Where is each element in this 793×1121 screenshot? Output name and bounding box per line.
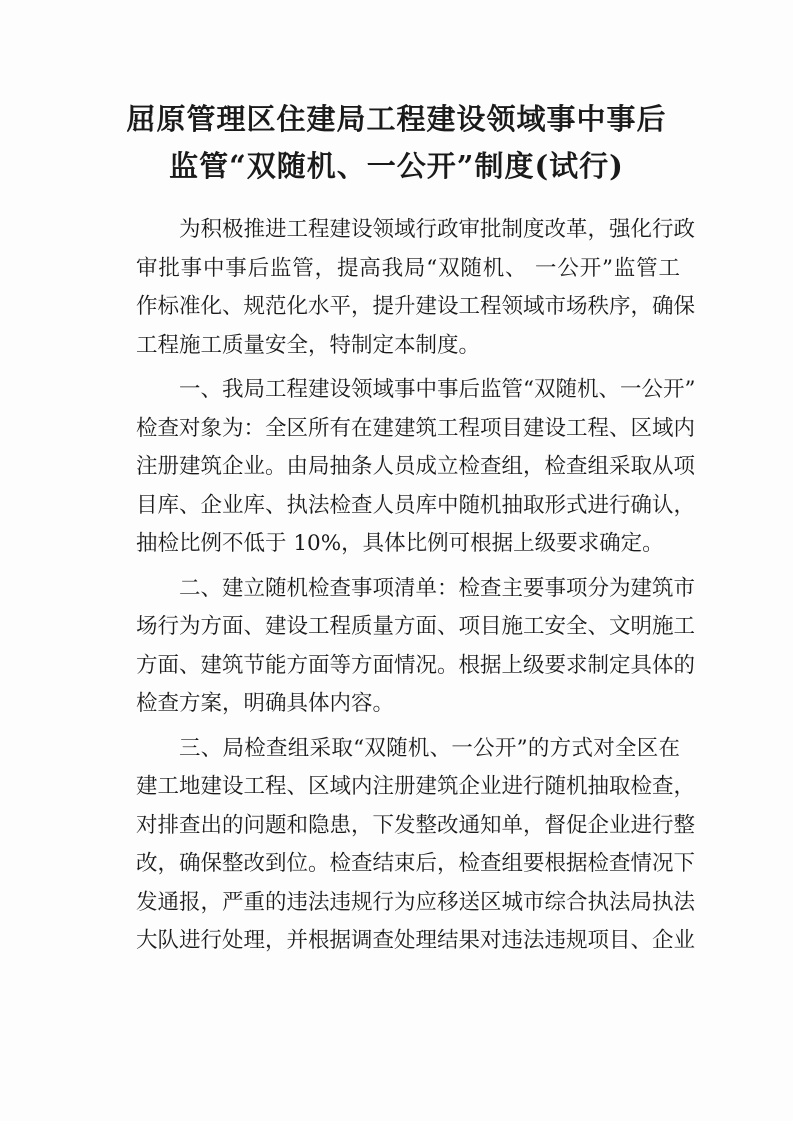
text-line: 注册建筑企业。由局抽条人员成立检查组，检查组采取从项 bbox=[136, 454, 696, 479]
text-line: 目库、企业库、执法检查人员库中随机抽取形式进行确认， bbox=[136, 492, 696, 518]
text-line: 一、我局工程建设领域事中事后监管“双随机、一公开” bbox=[179, 377, 696, 402]
document-title bbox=[120, 96, 673, 190]
text-line: 审批事中事后监管，提高我局“双随机、 一公开”监管工 bbox=[136, 255, 680, 281]
text-line: 建工地建设工程、区域内注册建筑企业进行随机抽取检查， bbox=[136, 774, 696, 799]
paragraph-section-1 bbox=[136, 371, 696, 564]
text-line: 工程施工质量安全，特制定本制度。 bbox=[136, 332, 481, 358]
text-line: 为积极推进工程建设领域行政审批制度改革，强化行政 bbox=[179, 217, 696, 242]
paragraph-section-2 bbox=[136, 570, 696, 724]
text-line: 方面、建筑节能方面等方面情况。根据上级要求制定具体的 bbox=[136, 652, 696, 678]
document-body bbox=[136, 211, 696, 961]
paragraph-intro bbox=[136, 211, 696, 365]
text-line: 三、局检查组采取“双随机、一公开”的方式对全区在 bbox=[179, 735, 680, 761]
text-line: 大队进行处理，并根据调查处理结果对违法违规项目、企业 bbox=[136, 928, 696, 953]
text-line: 检查对象为：全区所有在建建筑工程项目建设工程、区域内 bbox=[136, 415, 696, 441]
text-line: 对排查出的问题和隐患，下发整改通知单，督促企业进行整 bbox=[136, 812, 696, 838]
text-line: 二、建立随机检查事项清单：检查主要事项分为建筑市 bbox=[179, 575, 696, 601]
title-line: 监管“双随机、一公开”制度(试行) bbox=[169, 149, 624, 183]
text-line: 发通报，严重的违法违规行为应移送区城市综合执法局执法 bbox=[136, 889, 696, 915]
text-line: 作标准化、规范化水平，提升建设工程领域市场秩序，确保 bbox=[136, 294, 696, 319]
text-line: 检查方案，明确具体内容。 bbox=[136, 691, 395, 716]
text-line: 场行为方面、建设工程质量方面、项目施工安全、文明施工 bbox=[136, 614, 696, 639]
paragraph-section-3 bbox=[136, 730, 696, 961]
text-line: 抽检比例不低于 10%，具体比例可根据上级要求确定。 bbox=[136, 531, 664, 556]
text-line: 改，确保整改到位。检查结束后，检查组要根据检查情况下 bbox=[136, 851, 696, 876]
title-line: 屈原管理区住建局工程建设领域事中事后 bbox=[126, 102, 667, 136]
